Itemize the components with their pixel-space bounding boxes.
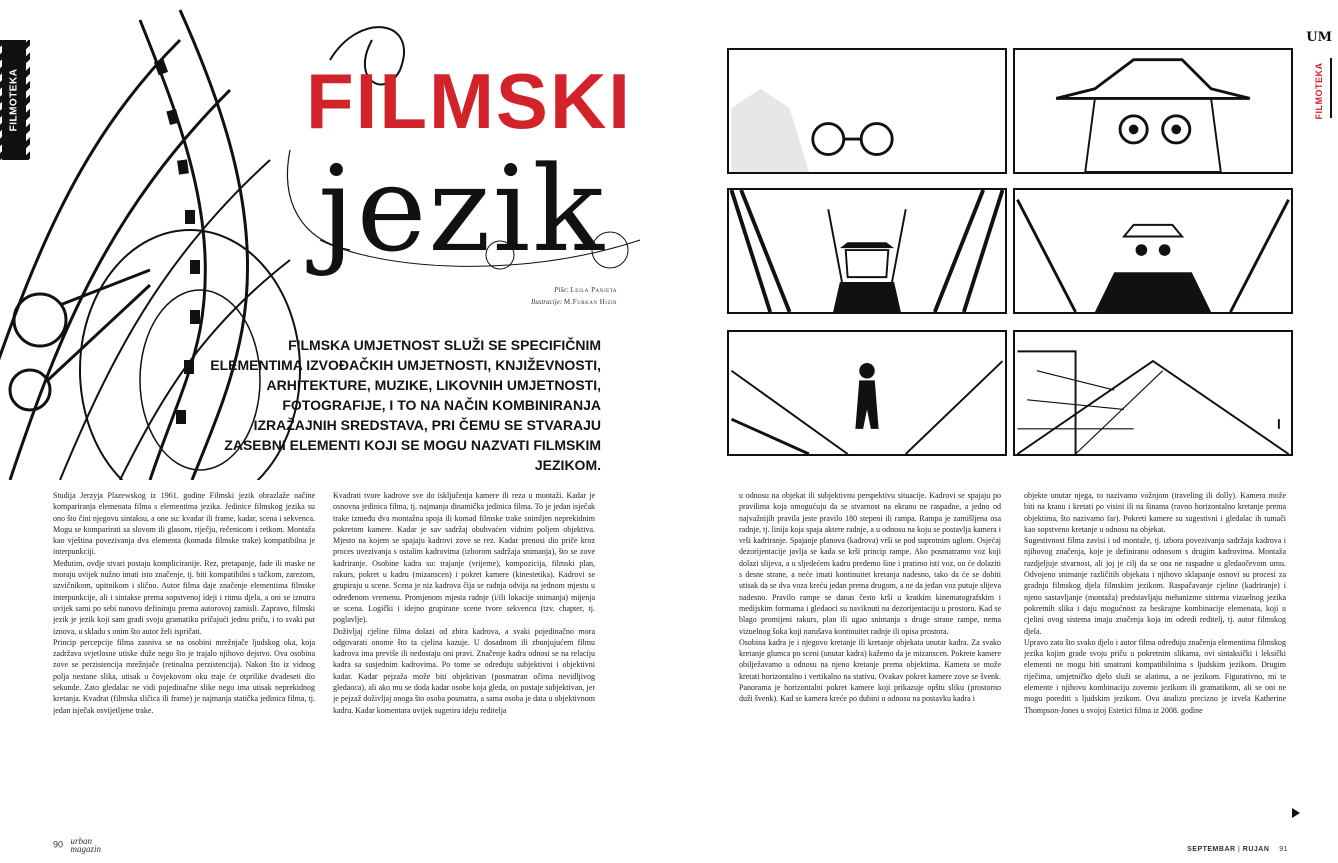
article-column-4 [1024, 490, 1286, 820]
illustrator-name: M.Furkan Hizir [563, 298, 617, 306]
storyboard-frame-1 [727, 48, 1007, 174]
section-label-box [1312, 56, 1326, 126]
article-column-2 [333, 490, 595, 820]
section-tab-label: FILMOTEKA [8, 68, 20, 132]
paragraph: Sugestivnost filma zavisi i od montaže, tj. izbora povezivanja sadržaja kadrova i njihovog značenja, koje je definirano odnosom s drugim kadrovima. Montaža razdjeljuje stvarnost, ali joj je cilj da se ona ne raspadne u gledaočevom umu. Odvojeno snimanje različitih objekata i njihovo sklapanje osnovi su procesi za gradnju filmskog djela filmskim jezikom. Raspačavanje cjeline (kadriranje) i njeno sastavljanje (montaža) predstavljaju mehanizme sistema vizuelnog jezika pokretnih slika i daju mogućnost za beskrajne kombinacije elemenata, koji u cjelini ovog sistema imaju značenja koja im odredi reditelj, tj. autor filmskog djela. [1024, 536, 1286, 636]
logo-bottom: magazin [70, 844, 102, 854]
magazine-logo [71, 837, 102, 853]
paragraph: Upravo zato što svako djelo i autor filma određuju značenja elementima filmskog jezika kojim grade svoju priču u pokretnim slikama, ovi sintaksički i leksički elementi ne mogu biti smatrani kompatibilnima s ljudskim jezikom. Drugim riječima, umjetničko djelo služi se alatima, a ne jezikom. Figurativno, mi te elemente i njihovu kombinaciju zovemo jezikom ili gramatikom, ali se oni ne mogu porediti s ljudskim jezikom. Ovu analizu precizno je izvela Katherine Thompson-Jones u svojoj Estetici filma iz 2008. godine [1024, 637, 1286, 715]
paragraph: Međutim, ovdje stvari postaju kompliciranije. Rez, pretapanje, fade ili maske ne moraju uvijek nužno imati isto značenje, tj. biti kompatibilni s tačkom, zarezom, uzvičnikom, upitnikom i slično. Autor filma daje značenje elementima filmske interpunkcije, ali i sintakse prema sopstvenoj ideji i ritmu djela, a oni se iznutra uvijek sami po sebi nanovo definiraju prema autorovoj zamisli. Zapravo, filmski jezik je jezik koji sam gradi svoju gramatiku pričajući jednu priču, i to svaki put iznova, u skladu s onim što autor želi ispričati. [53, 558, 315, 636]
storyboard-frame-2 [1013, 48, 1293, 174]
folio-left [53, 837, 101, 853]
street-perspective [1015, 332, 1291, 454]
man-with-glasses-closeup [729, 50, 1005, 172]
right-page [669, 0, 1338, 863]
article-column-1 [53, 490, 315, 820]
section-label-right: FILMOTEKA [1314, 62, 1324, 120]
paragraph: Princip percepcije filma zasniva se na osobini mrežnjače ljudskog oka, koja zadržava svjetlosne utiske duže nego što je trajalo njihovo dejstvo. Ova osobina zove se perzistencija mrežnjače (retinalna perzistencija). Nakon što iz vidnog polja nestane slika, utisak u čovjekovom oku traje će otprilike dvadeseti dio sekunde. Zato gledalac ne vidi pojedinačne slike nego ima utisak neprekidnog kretanja. Kvadrat (filmska sličica ili frame) je najmanja statička jedinica filma, tj. jedan isječak osvijetljene trake. [53, 637, 315, 715]
brand-logo: UM [1306, 30, 1332, 45]
illustrator-line [531, 296, 617, 308]
figure-long-shot [729, 332, 1005, 454]
storyboard-frame-6 [1013, 330, 1293, 456]
page-number-right: 91 [1279, 846, 1288, 853]
figure-medium-shot [1015, 190, 1291, 312]
folio-month: SEPTEMBAR [1187, 846, 1236, 853]
paragraph: Studija Jerzyja Plazewskog iz 1961. godine Filmski jezik obrazlaže načine kompariranja elemenata filma s elementima jezika. Jedinice filmskog jezika su ono što čini njegovu sintaksu, a one su: kvadar ili frame, kadar, scena i sekvenca. Mogu se komparirati sa slovom ili glasom, riječju, rečenicom i retkom. Montaža kao vještina povezivanja dva elementa (komada filmske trake) kompatibilna je interpunkciji. [53, 491, 315, 557]
paragraph: Osobina kadra je i njegovo kretanje ili kretanje objekata unutar kadra. Za svako kretanje glumca po sceni (unutar kadra) kažemo da je mizanscen. Pokrete kamere obilježavamo u odnosu na njeno kretanje prema objektima. Kamera se može kretati horizontalno i vertikalno na stativu. Ovakav pokret kamere zove se švenk. Panorama je horizontalni pokret kamere koji prikazuje opštu sliku (prostorno duži švenk). Kad se kamera kreće po dubini u odnosu na postavku kadra i [739, 637, 1001, 704]
hat-and-glasses-closeup [1015, 50, 1291, 172]
author-line [531, 284, 617, 296]
storyboard-frame-5 [727, 330, 1007, 456]
section-tab-label-box [2, 40, 26, 160]
section-bar [1330, 58, 1332, 118]
lead-paragraph: FILMSKA UMJETNOST SLUŽI SE SPECIFIČNIM ELEMENTIMA IZVOĐAČKIH UMJETNOSTI, KNJIŽEVNOSTI, ARHITEKTURE, MUZIKE, LIKOVNIH UMJETNOSTI, FOTOGRAFIJE, I TO NA NAČIN KOMBINIRANJA IZRAŽAJNIH SREDSTAVA, PRI ČEMU SE STVARAJU ZASEBNI ELEMENTI KOJI SE MOGU NAZVATI FILMSKIM JEZIKOM. [210, 337, 601, 473]
paragraph: objekte unutar njega, to nazivamo vožnjom (traveling ili dolly). Kamera može biti na kranu i kretati po visini ili na šinama (ravno horizontalno kretanje prema objektima, što nazivamo far). Pokreti kamere su sugestivni i gledalac ih tumači kao sopstveno kretanje u odnosu na objekat. [1024, 491, 1286, 534]
title-bottom: jezik [318, 140, 606, 278]
folio-month-alt: RUJAN [1242, 846, 1270, 853]
paragraph: Doživljaj cjeline filma dolazi od zbira kadrova, a svaki pojedinačno mora odgovarati onome što ta cjelina kazuje. U dosadnom ili zbunjujućem filmu kadrova ima previše ili nedostaju oni pravi. Značenje kadra odnosi se na relaciju kadra sa susjednim kadrovima. Po tome se određuju subjektivni i objektivni kadar. Kadar pejzaža može biti objektivan (posmatran očima nevidljivog gledaoca), ali ako mu se doda kadar osobe koja gleda, on postaje subjektivan, jer je pejzaž doživljaj onoga što osoba posmatra, a sama osoba je data u objektivnom kadru. Kadar komentara uvijek sugerira ideju reditelja [333, 626, 595, 715]
storyboard-frame-3 [727, 188, 1007, 314]
section-tab [0, 40, 30, 160]
paragraph: Kvadrati tvore kadrove sve do isključenja kamere ili reza u montaži. Kadar je osnovna jedinica filma, tj. najmanja dinamička jedinica filma. To je jedan isječak trake između dva montažna spoja ili komad filmske trake snimljen neprekidnim pokretom kamere. Kadar je sav sadržaj obuhvaćen vidnim poljem objektiva. Mjesto na kojem se spajaju kadrovi zove se rez. Kadar prenosi dio priče kroz proces uvezivanja s ostalim kadrovima (izborom sadržaja snimanja), što se zove kadriranje. Osobine kadra su: trajanje (vrijeme), kompozicija, filmski plan, rakurs, pokret u kadru (mizanscen) i pokret kamere (kinestetika). Kadrovi se grupiraju u scene. Scena je niz kadrova čija se radnja odvija na jednom mjestu u određenom vremenu. Promjenom mjesta radnje (i/ili lokacije snimanja) mijenja se scena. Logički i idejno grupirane scene tvore sekvencu (tzv. chapter, tj. poglavlje). [333, 491, 595, 625]
figure-in-street [729, 190, 1005, 312]
folio-separator: | [1238, 846, 1241, 853]
article-column-3 [739, 490, 1001, 820]
logo-top: urban [70, 836, 93, 846]
folio-right [1187, 846, 1288, 853]
next-page-arrow-icon[interactable] [1292, 808, 1300, 818]
section-marker-right [1306, 30, 1332, 120]
title-top: FILMSKI [306, 57, 632, 145]
illustrator-prefix: Ilustracije: [530, 298, 563, 306]
credits [531, 284, 617, 308]
paragraph: u odnosu na objekat ili subjektivnu perspektivu situacije. Kadrovi se spajaju po pravilima koja omogućuju da se stvarnost na ekranu ne raspadne, a jedno od najvažnijih pravila jeste pravilo 180 stepeni ili rampa. Rampa je zamišljena osa radnje, tj. linija koja spaja aktere radnje, a u odnosu na koju se postavlja kamera i vrši kadriranje. Spajanje planova (kadrova) vrši se pod suprotnim uglom. Osjećaj dezorijentacije javlja se kada se krši princip rampe. Ako posmatramo voz koji dolazi slijeva, a u sljedećem kadru pređemo šine i pratimo isti voz, on će dolaziti s desne strane, a neće imati kontinuitet kretanja nadesno, tako da će se dobiti utisak da se dva voza kreću jedan prema drugom, a ne da jedan voz putuje slijeva nadesno. Pravilo rampe se danas često krši u kratkim kinematografskim i medijskim formama i gledaoci su naviknuti na dezorijentaciju u prostoru. Kad se blago promijeni rakurs, plan ili ugao snimanja s druge strane rampe, nema vizuelnog šoka koji narušava kontinuitet radnje ili opisa prostora. [739, 491, 1001, 636]
page-number-left: 90 [53, 839, 64, 850]
storyboard-frame-4 [1013, 188, 1293, 314]
author-name: Lejla Panjeta [570, 286, 617, 294]
author-prefix: Piše: [554, 286, 569, 294]
